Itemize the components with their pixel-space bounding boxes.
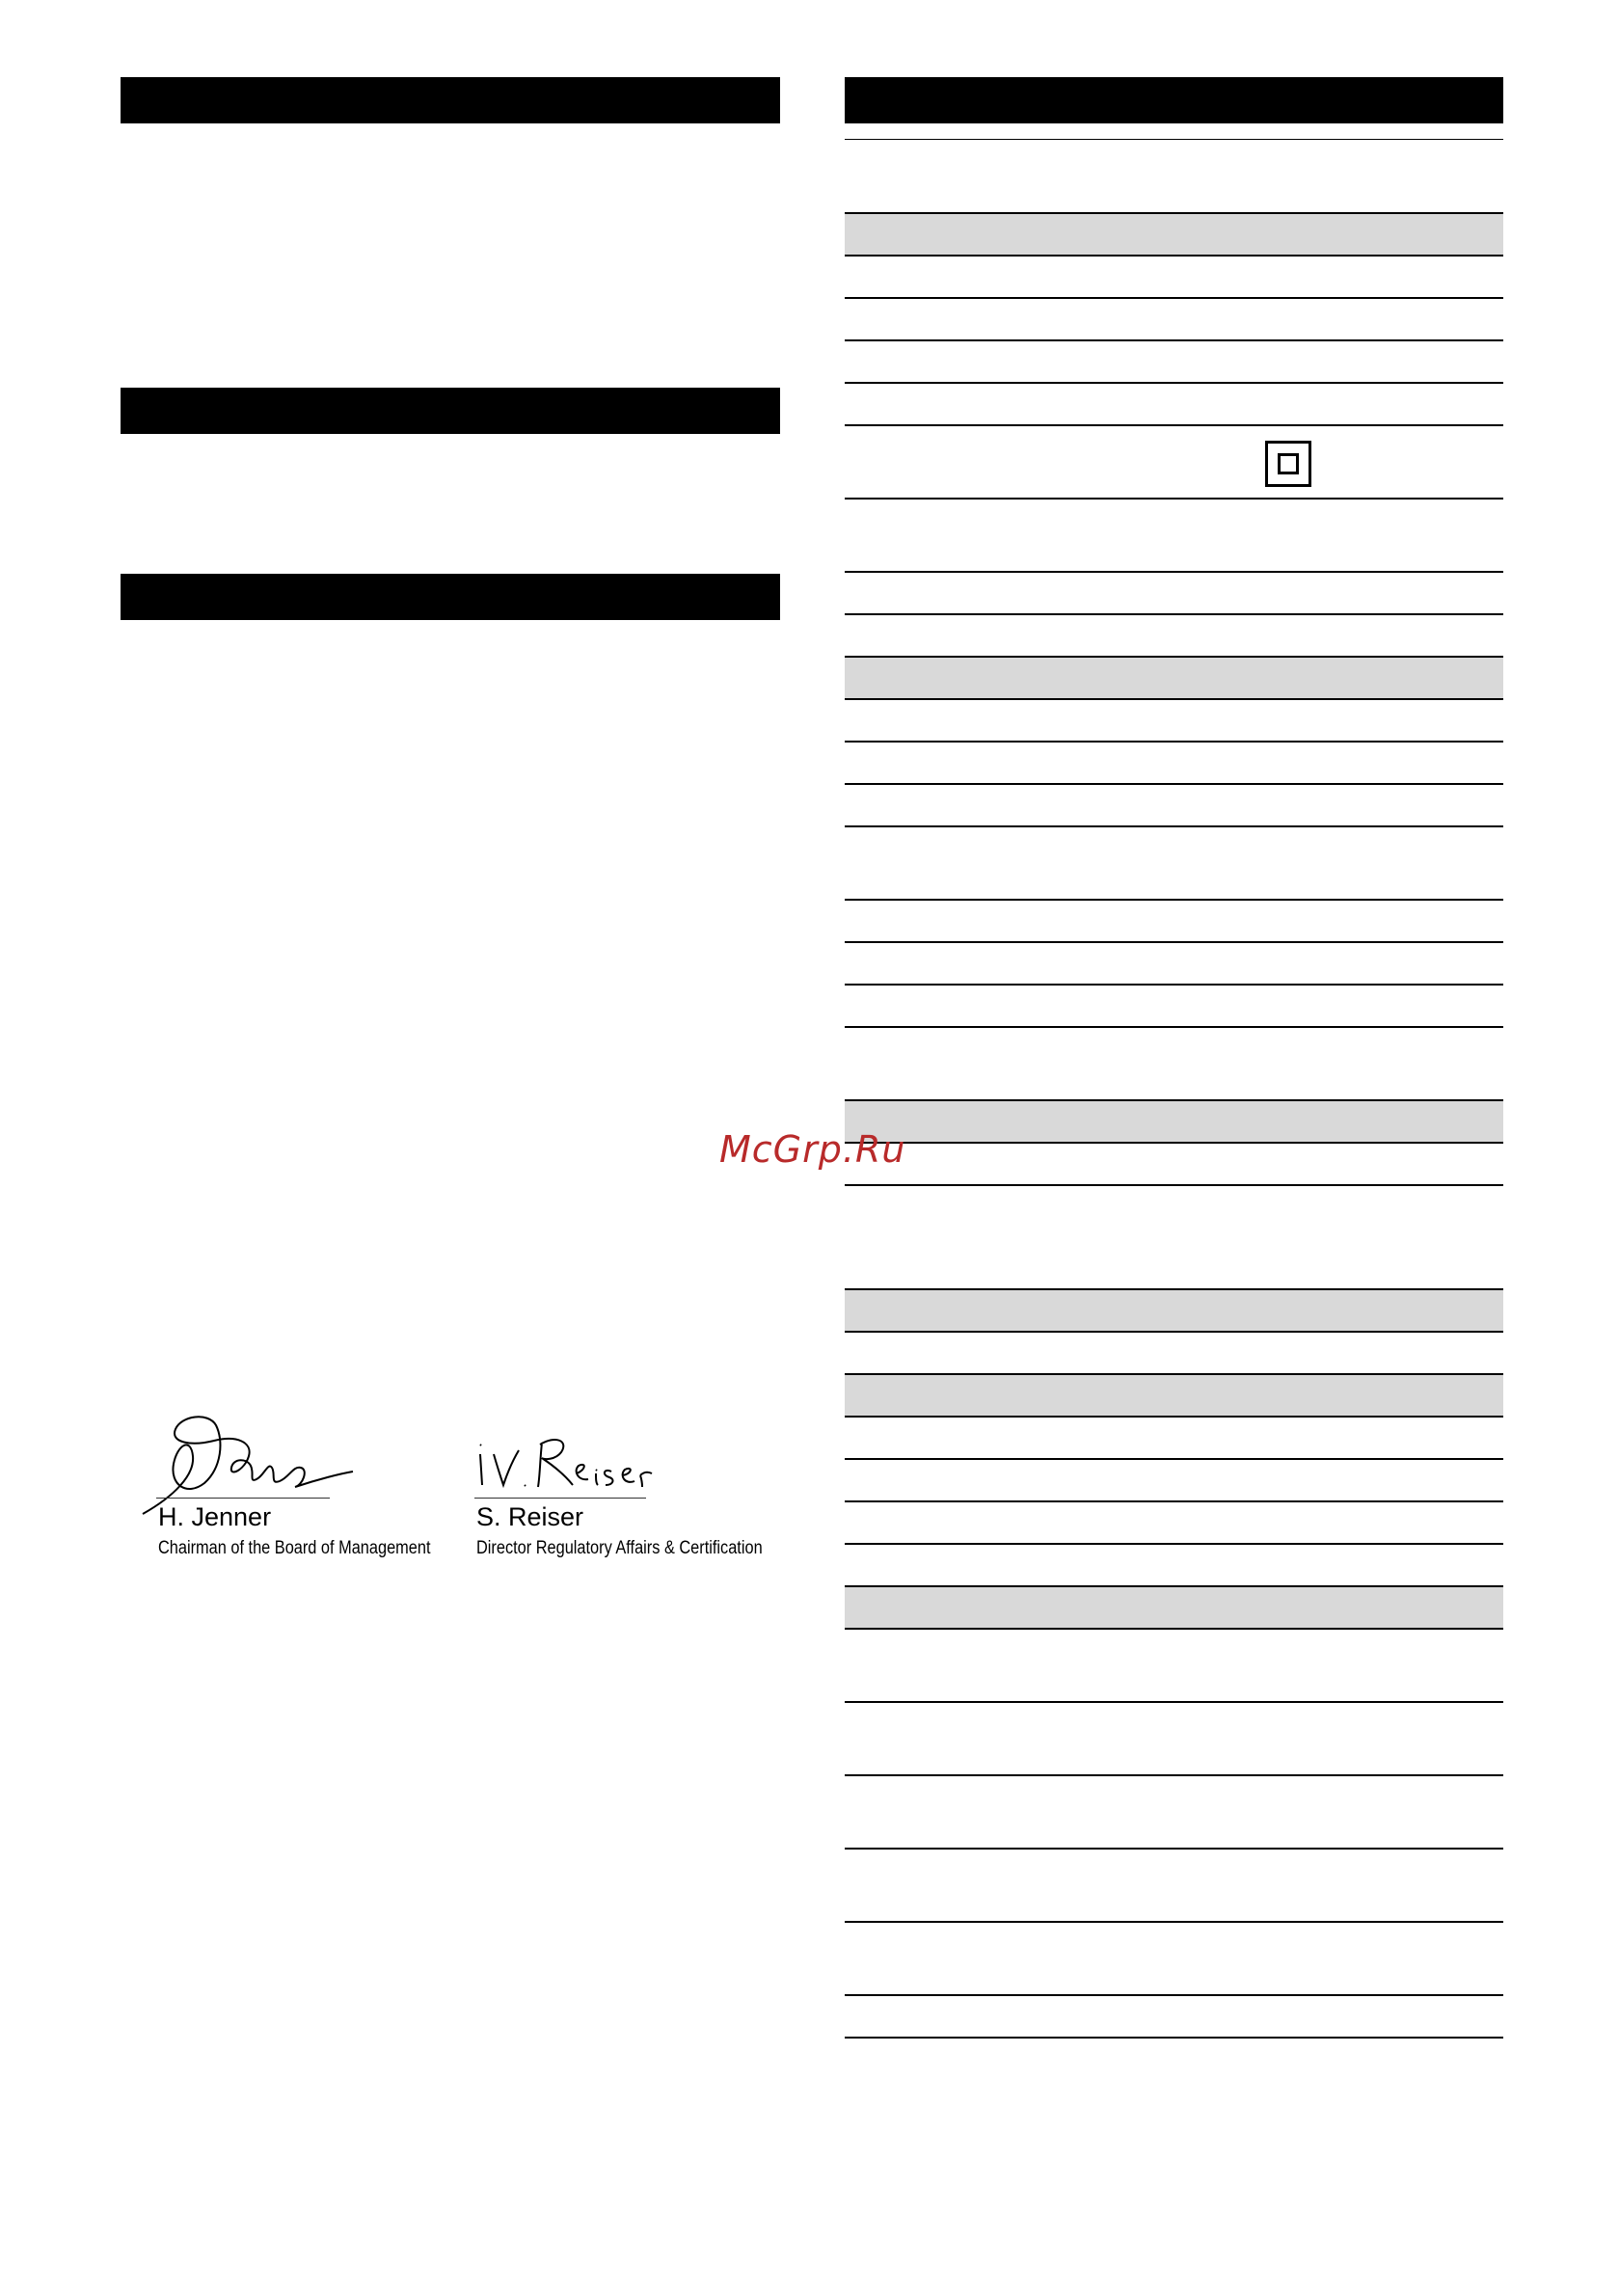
double-insulation-class-ii-icon (1265, 441, 1311, 487)
table-row (845, 1630, 1503, 1703)
table-row (845, 785, 1503, 827)
table-row (845, 1502, 1503, 1545)
signatory-title: Chairman of the Board of Management (158, 1538, 431, 1558)
table-row (845, 743, 1503, 785)
table-row (845, 1996, 1503, 2039)
table-group-header (845, 1375, 1503, 1418)
table-row (845, 827, 1503, 901)
table-row (845, 384, 1503, 426)
handwritten-signature-reiser (472, 1425, 646, 1502)
table-row (845, 573, 1503, 615)
table-row (845, 901, 1503, 943)
table-row (845, 1776, 1503, 1850)
section-header-bar-3 (121, 574, 780, 620)
technical-data-table (845, 77, 1503, 2039)
table-group-header (845, 1101, 1503, 1144)
table-row (845, 341, 1503, 384)
table-row (845, 1186, 1503, 1290)
table-row (845, 700, 1503, 743)
watermark: McGrp.Ru (719, 1128, 906, 1171)
table-row (845, 1418, 1503, 1460)
table-row (845, 1850, 1503, 1923)
table-row (845, 257, 1503, 299)
table-group-header (845, 1587, 1503, 1630)
table-group-header (845, 214, 1503, 257)
section-header-bar-1 (121, 77, 780, 123)
signatory-name: H. Jenner (158, 1502, 272, 1531)
table-group-header (845, 658, 1503, 700)
table-row (845, 1923, 1503, 1996)
table-row (845, 139, 1503, 214)
signature-line (474, 1498, 646, 1499)
table-row (845, 986, 1503, 1028)
table-header-bar (845, 77, 1503, 123)
table-row (845, 299, 1503, 341)
table-row (845, 615, 1503, 658)
signatory-title: Director Regulatory Affairs & Certification (476, 1538, 763, 1558)
table-row (845, 1460, 1503, 1502)
table-row (845, 1028, 1503, 1101)
table-row (845, 943, 1503, 986)
table-row-protection-class (845, 426, 1503, 500)
table-row (845, 1703, 1503, 1776)
table-row (845, 1144, 1503, 1186)
table-group-header (845, 1290, 1503, 1333)
signature-line (156, 1498, 330, 1499)
signatory-name: S. Reiser (476, 1502, 584, 1531)
table-row (845, 1545, 1503, 1587)
table-row (845, 1333, 1503, 1375)
table-row (845, 500, 1503, 573)
section-header-bar-2 (121, 388, 780, 434)
